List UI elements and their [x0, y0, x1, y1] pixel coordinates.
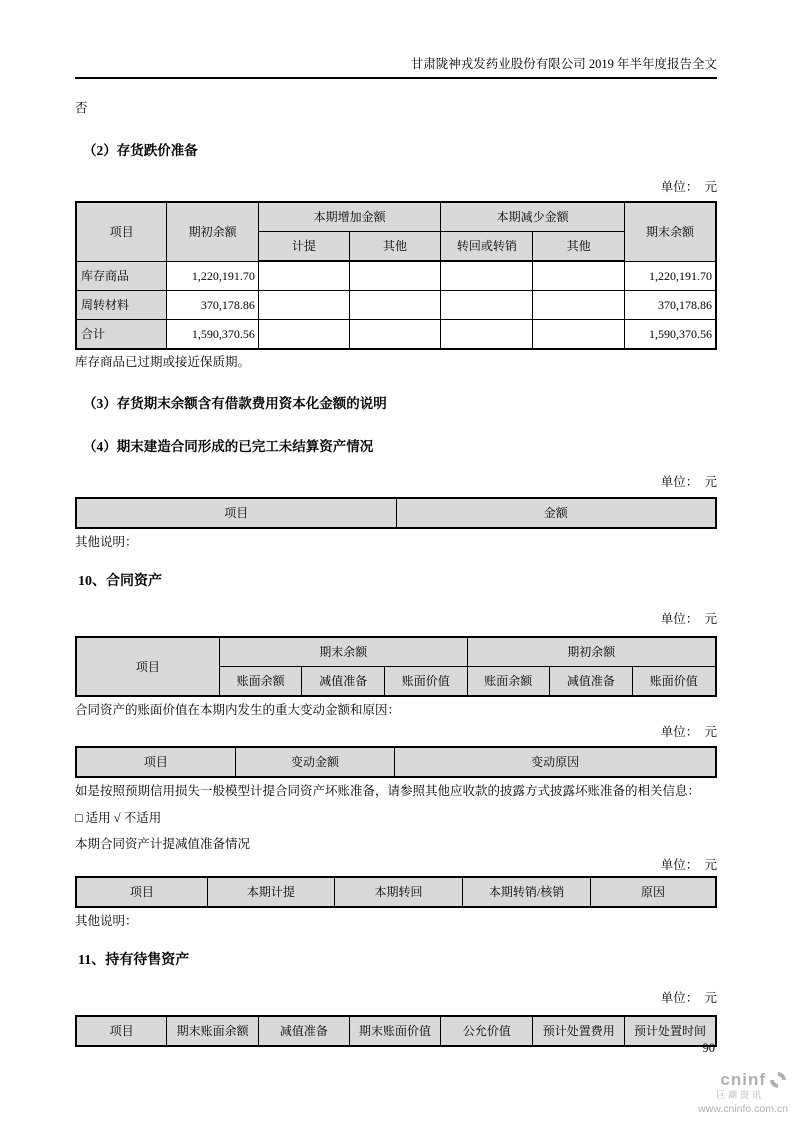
table-header-cell: 金额 [396, 498, 716, 528]
page-header [75, 0, 717, 79]
table-header-cell: 原因 [591, 877, 716, 907]
table-header-cell: 减值准备 [302, 667, 385, 697]
table-cell [349, 291, 441, 320]
contract-assets-table [75, 636, 717, 697]
ecl-note: 如是按照预期信用损失一般模型计提合同资产坏账准备，请参照其他应收款的披露方式披露坏账准备的相关信息： [75, 784, 701, 798]
table-header-cell: 项目 [76, 877, 207, 907]
cninfo-logo-text: cninf [720, 1070, 766, 1089]
table-header-cell: 项目 [76, 202, 167, 261]
table-cell [258, 320, 349, 350]
completed-unsettled-table [75, 497, 717, 529]
heading-borrowing-capitalized: （3）存货期末余额含有借款费用资本化金额的说明 [83, 396, 387, 411]
table-cell [533, 261, 625, 291]
table-header-cell: 期末账面价值 [349, 1016, 441, 1046]
table-cell: 370,178.86 [167, 291, 259, 320]
other-notes-text: 其他说明： [75, 535, 138, 549]
table-header-cell: 本期计提 [207, 877, 334, 907]
heading-contract-assets: 10、合同资产 [78, 574, 162, 589]
table-header-cell: 期初余额 [467, 637, 716, 667]
unit-label: 单位： 元 [660, 725, 717, 739]
cninfo-url: www.cninfo.com.cn [698, 1103, 788, 1115]
table-header-cell: 本期转销/核销 [463, 877, 591, 907]
cninfo-logo-chinese: 巨潮资讯 [715, 1090, 764, 1100]
table-cell: 1,590,370.56 [167, 320, 259, 350]
unit-label: 单位： 元 [660, 858, 717, 872]
table-cell: 1,220,191.70 [167, 261, 259, 291]
table-header-cell: 项目 [76, 498, 396, 528]
table-header-cell: 账面余额 [467, 667, 550, 697]
impairment-note: 本期合同资产计提减值准备情况 [75, 837, 251, 851]
table-cell [533, 291, 625, 320]
heading-inventory-provision: （2）存货跌价准备 [83, 143, 198, 158]
unit-label: 单位： 元 [660, 180, 717, 194]
table-header-cell: 期末余额 [624, 202, 716, 261]
heading-construction-contract: （4）期末建造合同形成的已完工未结算资产情况 [83, 439, 374, 454]
table-cell [533, 320, 625, 350]
inventory-note: 库存商品已过期或接近保质期。 [75, 355, 251, 369]
table-header-cell: 项目 [76, 747, 235, 777]
held-for-sale-table [75, 1015, 717, 1047]
table-header-cell: 项目 [76, 1016, 167, 1046]
table-header-cell: 期末余额 [219, 637, 467, 667]
heading-held-for-sale: 11、持有待售资产 [78, 953, 190, 968]
table-header-cell: 项目 [76, 637, 219, 696]
contract-change-note: 合同资产的账面价值在本期内发生的重大变动金额和原因： [75, 703, 401, 717]
table-header-cell: 减值准备 [258, 1016, 349, 1046]
cninfo-logo-row [698, 1070, 788, 1090]
page-content [75, 101, 717, 1047]
table-header-cell: 账面余额 [219, 667, 302, 697]
applicable-checkbox-line: □ 适用 √ 不适用 [75, 811, 162, 825]
table-cell [441, 261, 533, 291]
answer-no-text: 否 [75, 101, 88, 115]
table-cell: 1,220,191.70 [624, 261, 716, 291]
table-header-cell: 期初余额 [167, 202, 259, 261]
table-row [76, 320, 716, 350]
table-header-cell: 本期减少金额 [441, 202, 625, 232]
table-cell [349, 261, 441, 291]
table-header-cell: 账面价值 [384, 667, 467, 697]
unit-label: 单位： 元 [660, 475, 717, 489]
table-header-cell: 公允价值 [441, 1016, 533, 1046]
table-header-cell: 其他 [533, 232, 625, 262]
row-header-cell: 周转材料 [76, 291, 167, 320]
table-cell [258, 261, 349, 291]
table-cell [349, 320, 441, 350]
row-header-cell: 库存商品 [76, 261, 167, 291]
table-cell: 370,178.86 [624, 291, 716, 320]
row-header-cell: 合计 [76, 320, 167, 350]
unit-label: 单位： 元 [660, 612, 717, 626]
table-row [76, 291, 716, 320]
table-header-cell: 减值准备 [550, 667, 633, 697]
table-header-cell: 其他 [349, 232, 441, 262]
table-row [76, 261, 716, 291]
table-cell [441, 320, 533, 350]
table-cell [441, 291, 533, 320]
table-header-cell: 本期增加金额 [258, 202, 440, 232]
table-header-cell: 账面价值 [632, 667, 716, 697]
table-header-cell: 转回或转销 [441, 232, 533, 262]
unit-label: 单位： 元 [660, 991, 717, 1005]
table-header-cell: 本期转回 [335, 877, 463, 907]
table-header-cell: 计提 [258, 232, 349, 262]
table-cell [258, 291, 349, 320]
other-notes-text: 其他说明： [75, 914, 138, 928]
table-header-cell: 预计处置费用 [533, 1016, 625, 1046]
table-cell: 1,590,370.56 [624, 320, 716, 350]
page-number: 90 [702, 1041, 715, 1055]
report-title: 甘肃陇神戎发药业股份有限公司 2019 年半年度报告全文 [410, 57, 717, 71]
cninfo-logo [698, 1070, 788, 1116]
cninfo-swirl-icon [768, 1070, 788, 1090]
contract-impairment-table [75, 876, 717, 908]
table-header-cell: 变动金额 [235, 747, 394, 777]
table-header-cell: 期末账面余额 [167, 1016, 259, 1046]
contract-change-table [75, 746, 717, 778]
table-header-cell: 预计处置时间 [624, 1016, 716, 1046]
table-header-cell: 变动原因 [395, 747, 716, 777]
inventory-provision-table [75, 201, 717, 350]
